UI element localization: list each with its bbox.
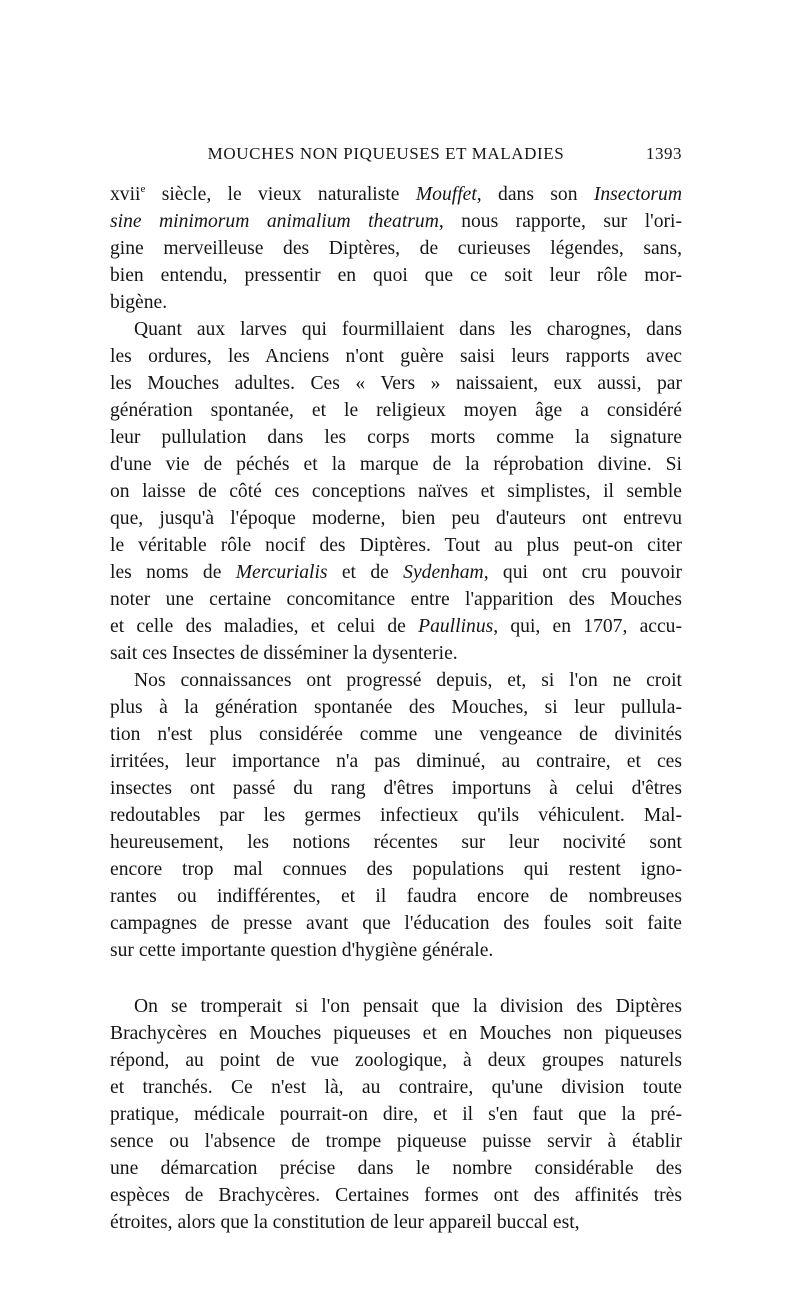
text-run: les noms de (110, 562, 236, 583)
text-run: répond, au point de vue zoologique, à deux groupes naturels (110, 1050, 682, 1071)
text-run: Brachycères en Mouches piqueuses et en Mouches non piqueuses (110, 1023, 682, 1044)
italic-name: Paullinus (418, 616, 494, 637)
text-run: campagnes de presse avant que l'éducation des foules soit faite (110, 913, 682, 934)
text-line (110, 775, 682, 802)
italic-name: sine minimorum animalium theatrum (110, 211, 439, 232)
text-run: , dans son (476, 184, 594, 205)
text-line (110, 1074, 682, 1101)
text-run: siècle, le vieux naturaliste (145, 184, 416, 205)
text-run: Quant aux larves qui fourmillaient dans les charognes, dans (134, 319, 682, 340)
text-line (110, 640, 682, 667)
text-run: les ordures, les Anciens n'ont guère saisi leurs rapports avec (110, 346, 682, 367)
text-run: sait ces Insectes de disséminer la dysenterie. (110, 643, 458, 664)
text-line (110, 559, 682, 586)
text-line (110, 181, 682, 208)
text-line (110, 478, 682, 505)
text-line (110, 667, 682, 694)
text-run: pratique, médicale pourrait-on dire, et il s'en faut que la pré- (110, 1104, 682, 1125)
text-run: redoutables par les germes infectieux qu'ils véhiculent. Mal- (110, 805, 682, 826)
text-line (110, 370, 682, 397)
text-run: génération spontanée, et le religieux moyen âge a considéré (110, 400, 682, 421)
italic-name: Insectorum (593, 184, 682, 205)
text-line (110, 1128, 682, 1155)
paragraph (110, 316, 682, 667)
paragraph (110, 181, 682, 316)
text-run: bigène. (110, 292, 168, 313)
text-line (110, 1047, 682, 1074)
text-run: encore trop mal connues des populations qui restent igno- (110, 859, 682, 880)
text-line (110, 316, 682, 343)
text-line (110, 532, 682, 559)
text-run: irritées, leur importance n'a pas diminué, au contraire, et ces (110, 751, 682, 772)
text-run: d'une vie de péchés et la marque de la réprobation divine. Si (110, 454, 682, 475)
text-line (110, 1182, 682, 1209)
superscript: e (140, 183, 146, 195)
text-run: espèces de Brachycères. Certaines formes ont des affinités très (110, 1185, 682, 1206)
text-line (110, 721, 682, 748)
text-run: sur cette importante question d'hygiène générale. (110, 940, 494, 961)
text-line (110, 397, 682, 424)
text-line (110, 1155, 682, 1182)
italic-name: Mouffet (415, 184, 477, 205)
text-run: plus à la génération spontanée des Mouches, si leur pullula- (110, 697, 682, 718)
paragraph (110, 993, 682, 1236)
text-line (110, 262, 682, 289)
text-run: heureusement, les notions récentes sur leur nocivité sont (110, 832, 682, 853)
page-number: 1393 (646, 144, 682, 163)
italic-name: Mercurialis (235, 562, 328, 583)
text-run: que, jusqu'à l'époque moderne, bien peu d'auteurs ont entrevu (110, 508, 682, 529)
text-run: gine merveilleuse des Diptères, de curieuses légendes, sans, (110, 238, 682, 259)
text-run: les Mouches adultes. Ces « Vers » naissaient, eux aussi, par (110, 373, 682, 394)
text-line (110, 829, 682, 856)
running-head: MOUCHES NON PIQUEUSES ET MALADIES (207, 144, 565, 163)
text-line (110, 343, 682, 370)
text-run: on laisse de côté ces conceptions naïves et simplistes, il semble (110, 481, 682, 502)
text-run: , qui ont cru pouvoir (483, 562, 682, 583)
text-line (110, 208, 682, 235)
text-line (110, 748, 682, 775)
text-run: noter une certaine concomitance entre l'apparition des Mouches (110, 589, 682, 610)
text-run: insectes ont passé du rang d'êtres importuns à celui d'êtres (110, 778, 682, 799)
text-line (110, 235, 682, 262)
page-header (110, 144, 682, 170)
text-line (110, 586, 682, 613)
text-run: tion n'est plus considérée comme une vengeance de divinités (110, 724, 682, 745)
text-line (110, 937, 682, 964)
text-line (110, 613, 682, 640)
text-line (110, 802, 682, 829)
text-run: sence ou l'absence de trompe piqueuse puisse servir à établir (110, 1131, 682, 1152)
text-line (110, 910, 682, 937)
text-line (110, 1101, 682, 1128)
section-break (110, 964, 682, 993)
text-run: et tranchés. Ce n'est là, au contraire, qu'une division toute (110, 1077, 682, 1098)
italic-name: Sydenham (403, 562, 484, 583)
text-run: bien entendu, pressentir en quoi que ce soit leur rôle mor- (110, 265, 682, 286)
text-line (110, 289, 682, 316)
body-text (110, 181, 682, 1236)
text-run: On se tromperait si l'on pensait que la division des Diptères (134, 996, 682, 1017)
text-run: le véritable rôle nocif des Diptères. Tout au plus peut-on citer (110, 535, 682, 556)
text-line (110, 424, 682, 451)
text-line (110, 505, 682, 532)
text-run: Nos connaissances ont progressé depuis, et, si l'on ne croit (134, 670, 682, 691)
text-run: étroites, alors que la constitution de leur appareil buccal est, (110, 1212, 580, 1233)
paragraph (110, 667, 682, 964)
text-line (110, 1020, 682, 1047)
text-run: leur pullulation dans les corps morts comme la signature (110, 427, 682, 448)
text-run: rantes ou indifférentes, et il faudra encore de nombreuses (110, 886, 682, 907)
text-line (110, 1209, 682, 1236)
text-run: , qui, en 1707, accu- (493, 616, 682, 637)
text-run: et celle des maladies, et celui de (110, 616, 419, 637)
text-run: xvii (110, 184, 141, 205)
text-run: et de (327, 562, 404, 583)
text-line (110, 694, 682, 721)
text-line (110, 993, 682, 1020)
text-line (110, 856, 682, 883)
text-line (110, 883, 682, 910)
text-run: , nous rapporte, sur l'ori- (438, 211, 682, 232)
text-run: une démarcation précise dans le nombre considérable des (110, 1158, 682, 1179)
text-line (110, 451, 682, 478)
